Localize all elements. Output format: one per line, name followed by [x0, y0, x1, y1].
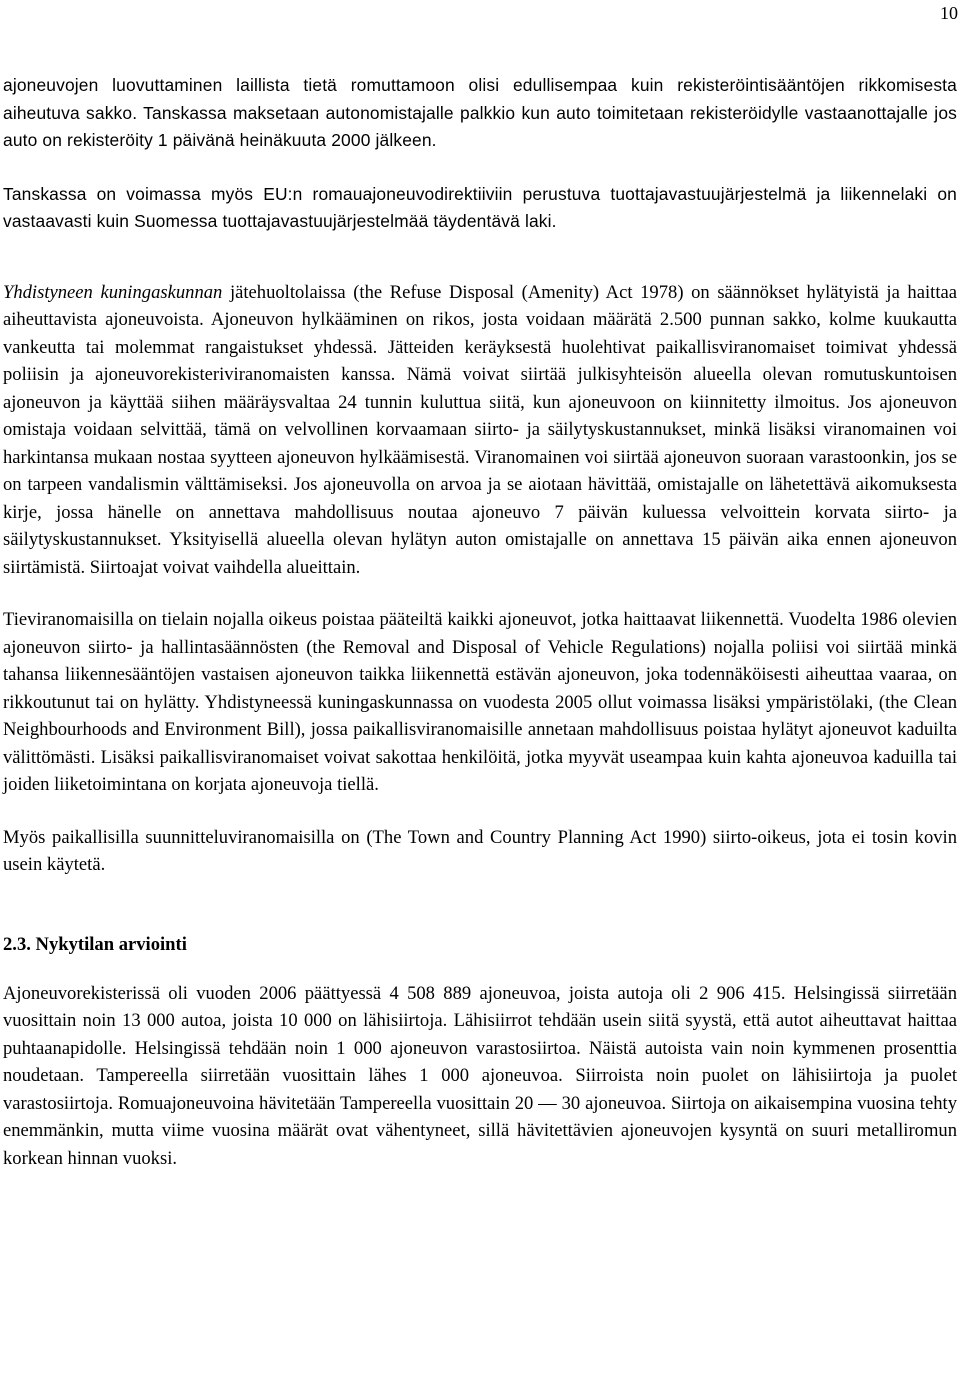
uk-paragraph-text: jätehuoltolaissa (the Refuse Disposal (Amenity) Act 1978) on säännökset hylätyistä ja haittaa aiheuttavista ajoneuvoista. Ajoneuvon hylkääminen on rikos, josta voidaan määrätä 2.500 punnan sakko, kolme kuukautta vankeutta tai molemmat rangaistukset yhdessä. Jätteiden keräyksestä huolehtivat paikallisviranomaiset toimivat yhdessä poliisin ja ajoneuvorekisteriviranomaisten kanssa. Nämä voivat siirtää julkisyhteisön alueella olevan romutuskuntoisen ajoneuvon ja käyttää siihen määräysvaltaa 24 tunnin kuluttua siitä, kun ajoneuvoon on kiinnitetty ilmoitus. Jos ajoneuvon omistaja voidaan selvittää, tämä on velvollinen korvaamaan siirto- ja säilytyskustannukset, minkä lisäksi viranomainen voi harkintansa mukaan nostaa syytteen ajoneuvon hylkäämisestä. Viranomainen voi siirtää ajoneuvon suoraan varastoonkin, jos se on tarpeen vandalismin välttämiseksi. Jos ajoneuvolla on arvoa ja se aiotaan hävittää, omistajalle on lähetettävä aikomuksesta kirje, jossa hänelle on annettava mahdollisuus noutaa ajoneuvo 7 päivän kuluessa velvoittein korvata siirto- ja säilytyskustannukset. Yksityisellä alueella olevan hylätyn auton omistajalle on annettava 15 päivän aika ennen ajoneuvon siirtämistä. Siirtoajat voivat vaihdella alueittain.	[3, 281, 957, 578]
paragraph-denmark-incentive: ajoneuvojen luovuttaminen laillista tietä romuttamoon olisi edullisempaa kuin rekisteröintisääntöjen rikkomisesta aiheutuva sakko. Tanskassa maksetaan autonomistajalle palkkio kun auto toimitetaan rekisteröidylle vastaanottajalle jos auto on rekisteröity 1 päivänä heinäkuuta 2000 jälkeen.	[3, 75, 957, 150]
page-number: 10	[940, 3, 958, 23]
document-body	[3, 72, 957, 1172]
paragraph-denmark-producer-responsibility: Tanskassa on voimassa myös EU:n romauajoneuvodirektiiviin perustuva tuottajavastuujärjestelmä ja liikennelaki on vastaavasti kuin Suomessa tuottajavastuujärjestelmää täydentävä laki.	[3, 183, 957, 231]
paragraph-uk-planning-authorities: Myös paikallisilla suunnitteluviranomaisilla on (The Town and Country Planning Act 1990) siirto-oikeus, jota ei tosin kovin usein käytetä.	[3, 826, 957, 875]
paragraph-current-state: Ajoneuvorekisterissä oli vuoden 2006 päättyessä 4 508 889 ajoneuvoa, joista autoja oli 2 906 415. Helsingissä siirretään vuosittain noin 13 000 autoa, joista 10 000 on lähisiirtoja. Lähisiirrot tehdään usein siitä syystä, että autot aiheuttavat haittaa puhtaanapidolle. Helsingissä tehdään noin 1 000 ajoneuvon varastosiirtoa. Näistä autoista vain noin kymmenen prosenttia noudetaan. Tampereella siirretään vuosittain lähes 1 000 ajoneuvoa. Siirroista noin puolet on lähisiirtoja ja puolet varastosiirtoja. Romuajoneuvoina hävitetään Tampereella vuosittain 20 — 30 ajoneuvoa. Siirtoja on aikaisempina vuosina tehty enemmänkin, mutta viime vuosina määrät ovat vähentyneet, sillä hävitettävien ajoneuvojen kysyntä on suuri metalliromun korkean hinnan vuoksi.	[3, 982, 957, 1169]
uk-italic-term: Yhdistyneen kuningaskunnan	[3, 281, 223, 303]
paragraph-uk-road-authorities: Tieviranomaisilla on tielain nojalla oikeus poistaa pääteiltä kaikki ajoneuvot, jotka haittaavat liikennettä. Vuodelta 1986 olevien ajoneuvon siirto- ja hallintasäännösten (the Removal and Disposal of Vehicle Regulations) nojalla poliisi voi siirtää minkä tahansa liikennesääntöjen vastaisen ajoneuvon taikka liikennettä estävän ajoneuvon, joka todennäköisesti aiheuttaa vaaraa, on rikkoutunut tai on hylätty. Yhdistyneessä kuningaskunnassa on vuodesta 2005 ollut voimassa lisäksi ympäristölaki, (the Clean Neighbourhoods and Environment Bill), jossa paikallisviranomaisille annetaan mahdollisuus poistaa hylätyt ajoneuvot kaduilta välittömästi. Lisäksi paikallisviranomaiset voivat sakottaa henkilöitä, jotka myyvät useampaa kuin kahta ajoneuvoa kaduilla tai joiden liiketoimintana on korjata ajoneuvoja tiellä.	[3, 609, 957, 795]
section-heading: 2.3. Nykytilan arviointi	[3, 933, 187, 955]
paragraph-uk-refuse-disposal	[3, 279, 957, 582]
